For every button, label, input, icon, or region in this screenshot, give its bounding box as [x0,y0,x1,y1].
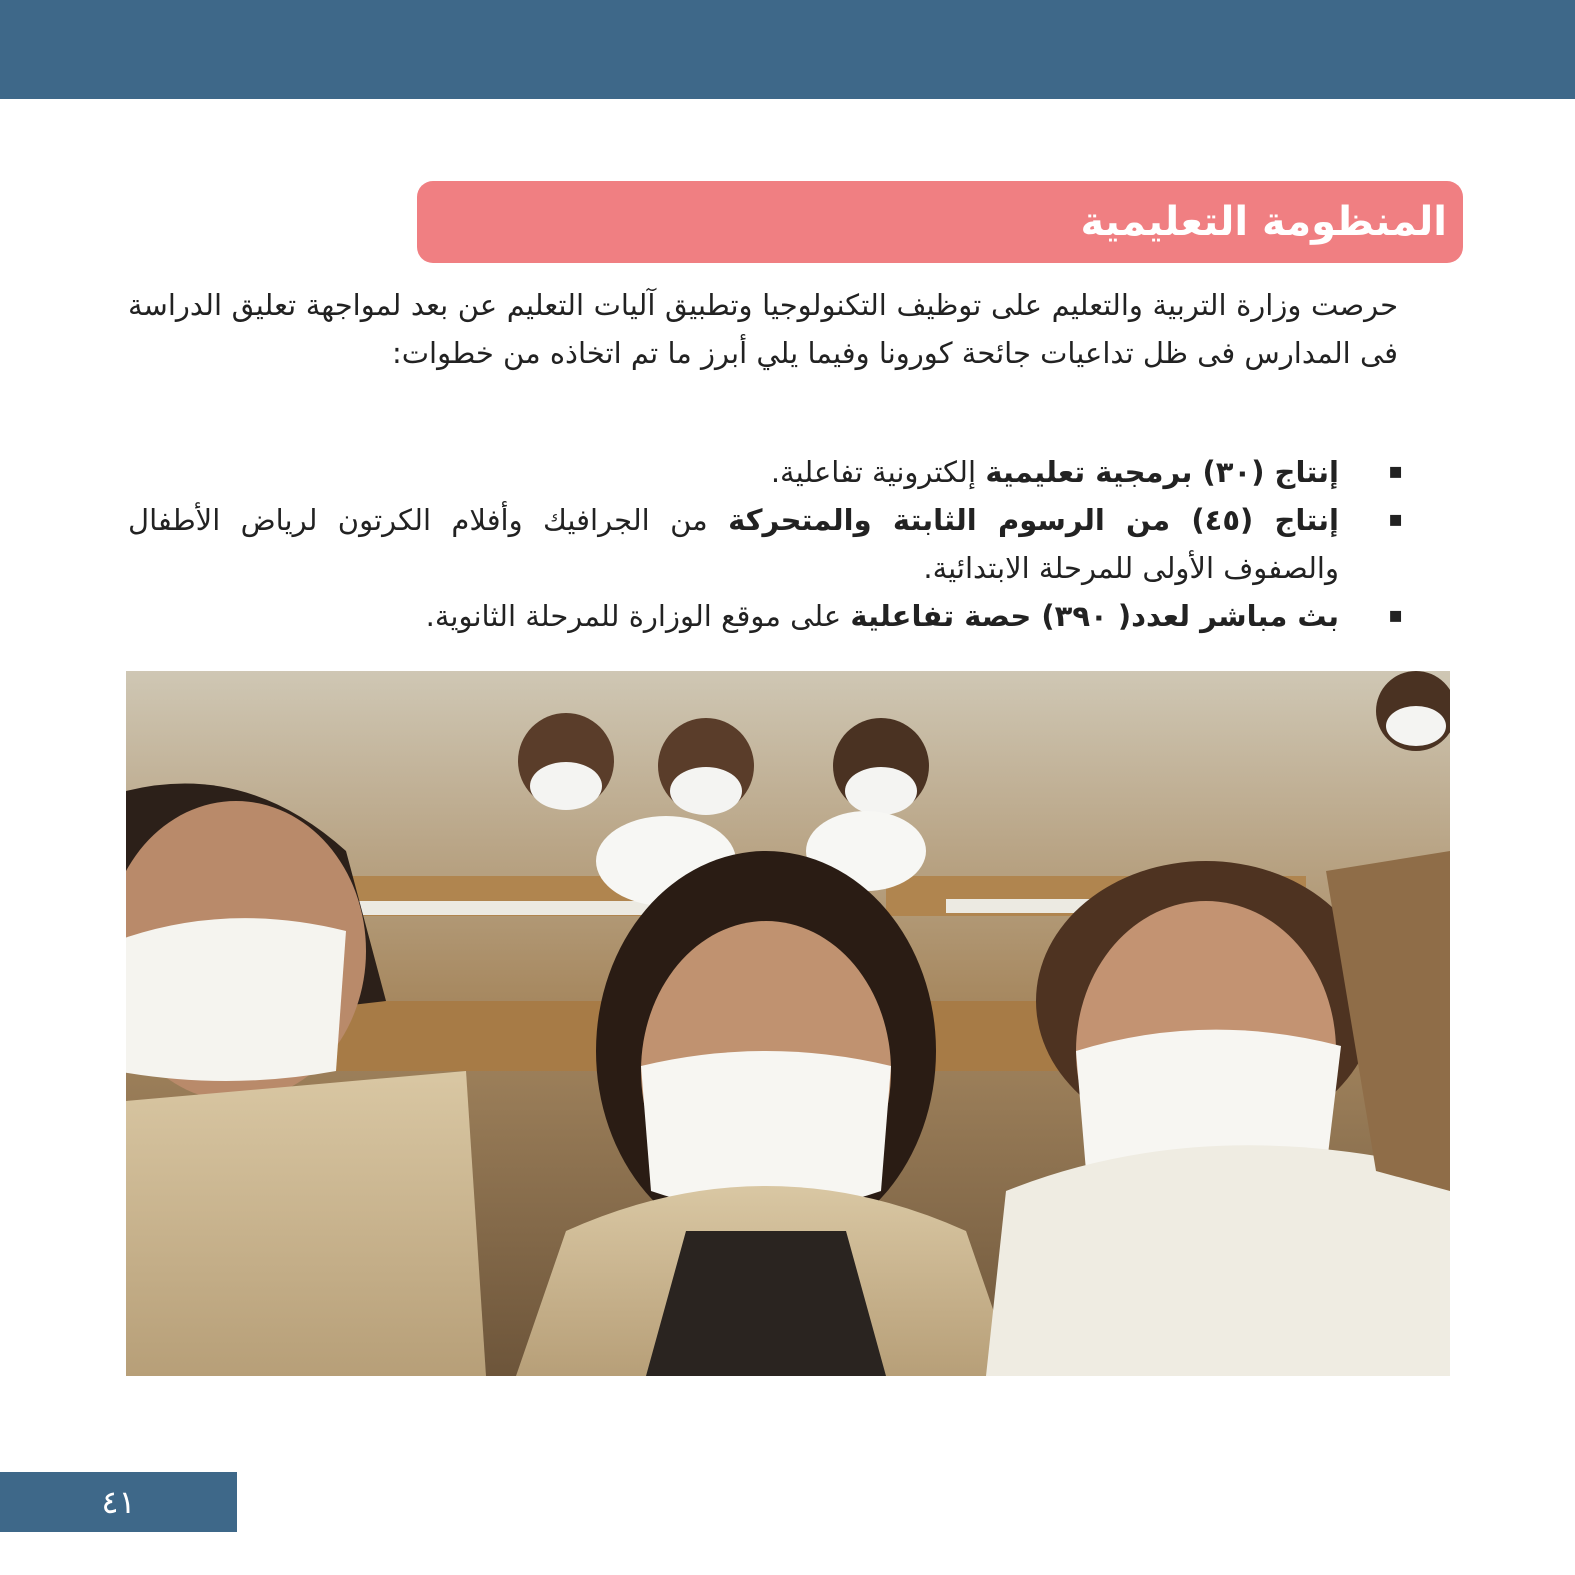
bullet-bold-text: إنتاج (٤٥) من الرسوم الثابتة والمتحركة [728,503,1339,537]
classroom-photo [126,671,1450,1376]
bullet-text: إلكترونية تفاعلية. [770,455,986,489]
bullet-square-icon: ▪ [1388,507,1403,532]
bullet-list [128,448,1403,640]
bullet-square-icon: ▪ [1388,603,1403,628]
section-header [417,181,1463,263]
bullet-item [128,592,1403,640]
bullet-bold-text: إنتاج (٣٠) برمجية تعليمية [985,455,1339,489]
bullet-item [128,496,1403,592]
intro-paragraph: حرصت وزارة التربية والتعليم على توظيف التكنولوجيا وتطبيق آليات التعليم عن بعد لمواجهة تعليق الدراسة فى المدارس فى ظل تداعيات جائحة كورونا وفيما يلي أبرز ما تم اتخاذه من خطوات: [128,288,1398,370]
bullet-item [128,448,1403,496]
top-bar [0,0,1575,99]
section-title: المنظومة التعليمية [1080,199,1447,245]
bullet-bold-text: بث مباشر لعدد( ٣٩٠) حصة تفاعلية [850,599,1339,633]
bullet-text: على موقع الوزارة للمرحلة الثانوية. [425,599,851,633]
bullet-text: من الجرافيك وأفلام الكرتون لرياض الأطفال والصفوف الأولى للمرحلة الابتدائية. [128,503,1339,585]
bullet-square-icon: ▪ [1388,459,1403,484]
page-number-box [0,1472,237,1532]
page-number: ٤١ [101,1483,136,1521]
